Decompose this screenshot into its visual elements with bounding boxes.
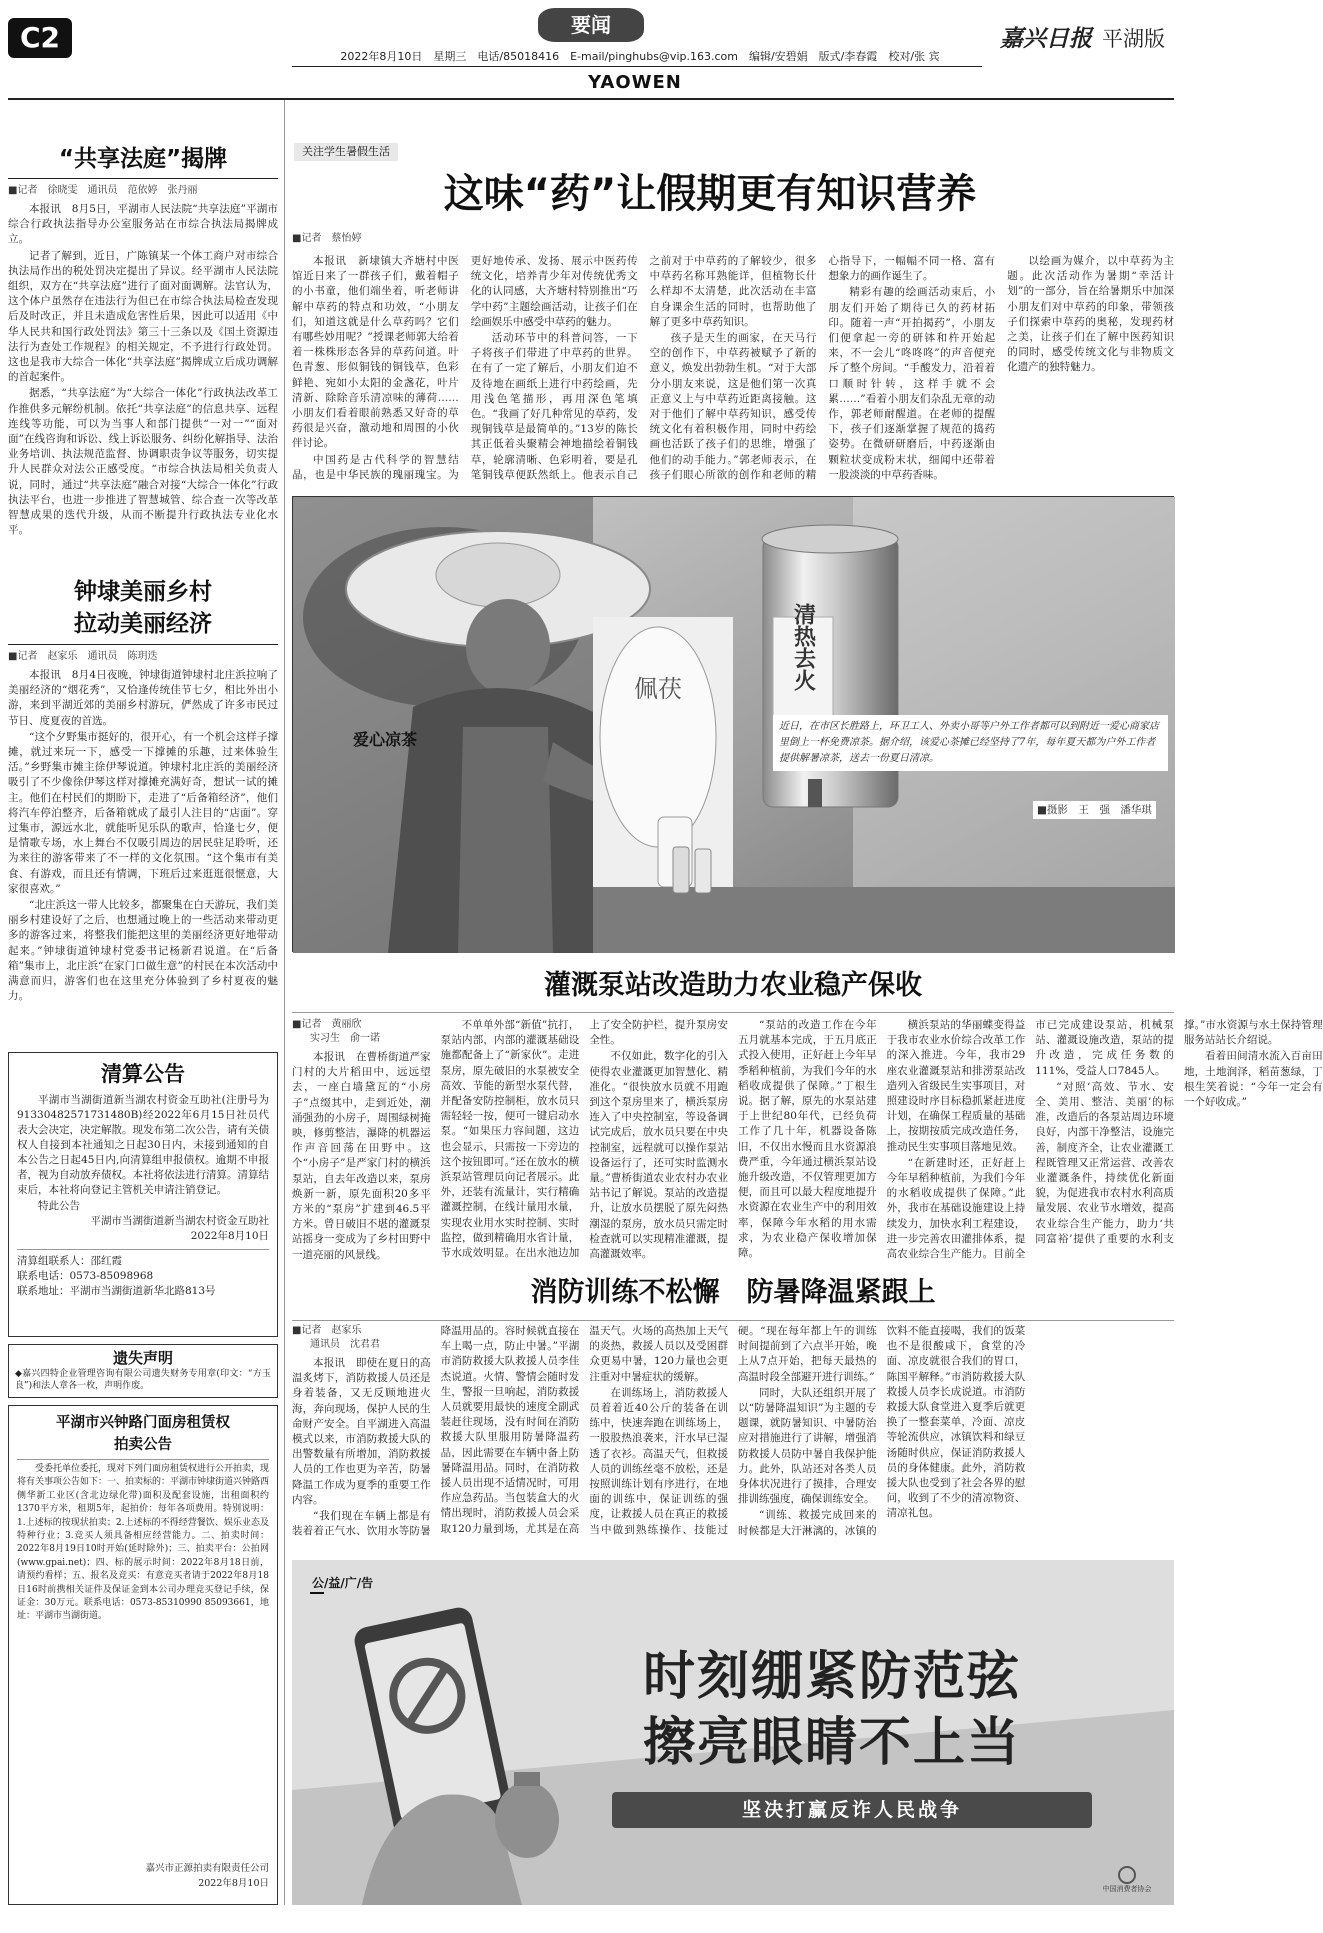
cart-text-left: 佩茯	[634, 675, 682, 703]
kicker: 关注学生暑假生活	[294, 143, 398, 161]
notice-contact: 清算组联系人：邵红霞	[17, 1254, 122, 1267]
page-number: C2	[19, 21, 61, 54]
article-title-shared-court: “共享法庭”揭牌	[58, 146, 228, 172]
notice-liquidation: 清算公告 平湖市当湖街道新当湖农村资金互助社(注册号为91330482571731480B)经2022年6月15日社员代表大会决定，决定解散。现发布第二次公告，请有关债权人自接到本社通知之日起30日内，未接到通知的自本公告之日起45日内,向清算组申报债权。逾期不申报者，视为自动放弃债权。本社将依法进行清算。清算结束后，本社将向登记主管机关申请注销登记。 特此公告 平湖市当湖街道新当湖农村资金互助社 2022年8月10日 清算组联系人：邵红霞 联系电话：0573-85098968 联系地址：平湖市当湖街道新华北路813号	[8, 1052, 278, 1337]
photo-credit: ■摄影 王 强 潘华琪	[1033, 801, 1156, 819]
article-title-zhongdai: 钟埭美丽乡村 拉动美丽经济	[74, 579, 212, 637]
article-byline: ■记者 赵家乐 通讯员 陈玥迭	[8, 651, 158, 662]
paper-logo: 嘉兴日报	[1000, 25, 1092, 52]
page-number-badge	[8, 18, 72, 58]
consumer-association-icon	[1118, 1866, 1136, 1884]
lead-article-body: 本报讯 新埭镇大齐塘村中医馆近日来了一群孩子们，戴着帽子的小书童，他们端坐着，听老师讲解中草药的特点和功效，“小朋友们，知道这就是什么草药吗？它们有哪些妙用呢？”授课老师郭大给着着一株株形态各异的草药问道。叶色青葱、形似铜钱的铜钱草，色彩鲜艳、宛如小太阳的金盏花，叶片清新、除除音乐清凉味的薄荷……小朋友们看着眼前熟悉又好奇的草药很是兴奋，激动地和周围的小伙伴讨论。 中国药是古代科学的智慧结晶，也是中华民族的瑰丽瑰宝。为更好地传承、发扬、展示中医药传统文化，培养青少年对传统优秀文化的认同感，大齐塘村特别推出“巧学中药”主题绘画活动，让孩子们在绘画娱乐中感受中草药的魅力。 活动环节中的科普问答，一下子将孩子们带进了中草药的世界。在有了一定了解后，小朋友们迫不及待地在画纸上进行中药绘画，先用浅色笔描形，再用深色笔填色。“我画了好几种常见的草药，发现铜钱草是最简单的。”13岁的陈长其正低着头聚精会神地描绘着铜钱草，轮廓清晰、色彩明着，要是孔笔铜钱草便跃然纸上。他表示自己之前对于中草药的了解较少，很多中草药名称耳熟能详，但植物长什么样却不太清楚，此次活动在丰富自身课余生活的同时，也帮助他了解了更多中草药知识。 孩子是天生的画家，在天马行空的创作下，中草药被赋予了新的意义，焕发出勃勃生机。“对于大部分小朋友来说，这是他们第一次真正意义上与中草药近距离接触。这对于他们了解中草药知识，感受传统文化有着积极作用，同时中药绘画也活跃了孩子们的思维，增强了他们的动手能力。”郭老师表示，在孩子们眼心所欲的创作和老师的精心指导下，一幅幅不同一格、富有想象力的画作诞生了。 精彩有趣的绘画活动束后，小朋友们开始了期待已久的药材拓印。随着一声“开拍揭药”，小朋友们便拿起一旁的研钵和杵开始起来，不一会儿“咚咚咚”的声音便充斥了整个房间。“手酸发力，沿着着口顺时针转，这样手就不会累……”看着小朋友们杂乱无章的动作，郭老师耐醒道。在老师的提醒下，孩子们逐渐掌握了规范的捣药姿势。在微研研磨后，中药逐渐由颗粒状变成粉末状，细闻中还带着一股淡淡的中草药香味。 以绘画为媒介，以中草药为主题。此次活动作为暑期“幸活计划”的一部分，旨在给暑期乐中加深小朋友们对中草药的印象，带领孩子们探索中草药的奥秘，发现药材之美，让孩子们在了解中医药知识的同时，感受传统文化与非物质文化遗产的独特魅力。	[292, 255, 1174, 481]
notice-body: 平湖市当湖街道新当湖农村资金互助社(注册号为91330482571731480B)经2022年6月15日社员代表大会决定，决定解散。现发布第二次公告，请有关债权人自接到本社通知之日起30日内，未接到通知的自本公告之日起45日内,向清算组申报债权。逾期不申报者，视为自动放弃债权。本社将依法进行清算。清算结束后，本社将向登记主管机关申请注销登记。	[17, 1094, 269, 1196]
article-title-irrigation: 灌溉泵站改造助力农业稳产保收	[544, 970, 922, 1001]
notice-body: 受委托单位委托，现对下列门面房租赁权进行公开拍卖，现将有关事项公告如下：一、拍卖标的：平湖市钟埭街道兴钟路西侧华新工业区(含北边绿化带)面积及配套设施，出租面积约1370平方米，租期5年，起拍价：每年各项费用。特别说明：1.上述标的按现状拍卖；2.上述标的不得经营餐饮、娱乐业态及特种行业；3.竞买人须具备相应经营能力。二、拍卖时间：2022年8月19日10时开始(延时除外)；三、拍卖平台：公拍网(www.gpai.net)；四、标的展示时间：2022年8月18日前，请预约看样；五、报名及竞买：有意竞买者请于2022年8月18日16时前携相关证件及保证金到本公司办理竞买登记手续，保证金：30万元。联系电话：0573-85310990 85093661，地址：平湖市当湖街道。	[17, 1464, 270, 1622]
notice-lost	[8, 1344, 278, 1398]
section-pinyin: YAOWEN	[588, 72, 682, 93]
paper-name	[1000, 20, 1165, 53]
photo-caption: 近日，在市区长胜路上，环卫工人、外卖小哥等户外工作者都可以到附近一爱心商家店里倒上一杯免费凉茶。据介绍，该爱心茶摊已经坚持了7年，每年夏天都为户外工作者提供解暑凉茶，送去一份夏日清凉。	[773, 715, 1168, 771]
article-body-irrigation: 本报讯 在曹桥街道严家门村的大片稻田中，远远望去，一座白墙黛瓦的“小房子”点缀其中，走到近处，潮涌强劲的小房子，周围绿树掩映，修剪整洁，瀑降的机器运作声音回荡在田野中。这个“小房子”是严家门村的横浜泵站，自去年改造以来，泵房焕新一新，原先面积20多平方米的“泵房”扩建到46.5平方米。曾日破旧不堪的灌溉泵站摇身一变成为了乡村田野中一道亮丽的风景线。 不单单外部“新值”抗打，泵站内部，内部的灌溉基础设施都配备上了“新家伙”。走进泵房，原先破旧的水泵被安全高效、节能的新型水泵代替，并配备安防控制柜，放水员只需轻轻一按，便可一键启动水泵。“如果压力容间题，这边也会显示，只需按一下旁边的这个按钮即可。”还在放水的横浜泵站管理员向记者展示。此外，还装有流量计，实行精确灌溉控制，在线计量用水量，实现农业用水实时控制、实时监控，做到精确用水省计量，节水成效明显。在出水池边加上了安全防护栏，提升泵房安全性。 不仅如此，数字化的引入使得农业灌溉更加智慧化、精准化。“很快放水员就不用跑到这个泵房里来了，横浜泵房连入了中央控制室，等设备调试完成后，放水员只要在中央控制室，远程就可以操作泵站设备运行了，还可实时监测水量。”曹桥街道农业农村办农业站书记了解说。泵站的改造提升，让放水员摆脱了原先闷热潮湿的泵房，放水员只需定时检查就可以实现精准灌溉，提高灌溉效率。 “泵站的改造工作在今年五月就基本完成，于五月底正式投入使用，正好赶上今年早季稻种植前，为我们今年的水稻收成提供了保障。”丁根生说。据了解，原先的水泵站建于上世纪80年代，已经负荷工作了几十年，机器设备陈旧，不仅出水慢而且水资源浪费严重，今年通过横浜泵站设施升级改造，不仅管理更加方便，而且可以最大程度地提升水资源在农业生产中的利用效率，保障今年水稻的用水需求，为农业稳产保收增加保障。 横浜泵站的华丽蝶变得益于我市农业水价综合改革工作的深入推进。今年，我市29座农业灌溉泵站和排涝泵站改造列入省级民生实事项目，对照建设时序目标稳抓紧赶进度计划，在确保工程质量的基础上，按期按质完成改造任务，推动民生实事项目落地见效。 “在新建时还，正好赶上今年早稻种植前，为我们今年的水稻收成提供了保障。”此外，我市在基础设施建设上持续发力，加快水利工程建设，进一步完善农田灌排体系，提高农业综合生产能力。目前全市已完成建设泵站，机械泵站、灌溉设施改造，泵站的提升改造，完成任务数的111%，受益人口7845人。 “对照‘高效、节水、安全、美用、整洁、美丽’的标准，改造后的各泵站周边环境良好，内部干净整洁，设施完善，制度齐全，让农业灌溉工程既管理又正常运营、改善农业灌溉条件，持续优化新面貌，为促进我市农村水利高质量发展、农业节水增效，提高农业综合生产能力，助力‘共同富裕’提供了重要的水利支撑。”市水资源与水土保持管理服务站站长介绍说。 看着田间清水流入百亩田地，土地润泽，稻苗葱绿，丁根生笑着说：“今年一定会有一个好收成。”	[292, 1019, 1323, 1261]
article-byline: ■记者 赵家乐 通讯员 沈君君	[292, 1325, 380, 1350]
notice-sign: 特此公告	[38, 1200, 80, 1212]
ad-slogan-banner: 坚决打赢反诈人民战争	[612, 1792, 1092, 1828]
edition-label: 平湖版	[1102, 27, 1166, 51]
article-title-fire-drill: 消防训练不松懈 防暑降温紧跟上	[530, 1277, 936, 1308]
ad-logo: 中国消费者协会	[1092, 1866, 1162, 1894]
lead-headline: 这味“药”让假期更有知识营养	[443, 171, 977, 217]
notice-title: 清算公告	[101, 1062, 185, 1086]
article-byline: ■记者 徐晓雯 通讯员 范依婷 张丹丽	[8, 185, 198, 196]
public-service-ad	[292, 1560, 1174, 1905]
ad-headline-line2: 擦亮眼睛不上当	[642, 1713, 1021, 1773]
cart-text-main: 清热去火	[790, 603, 816, 691]
article-byline: ■记者 蔡怡婷	[292, 233, 362, 244]
section-logo: 要闻	[538, 8, 644, 42]
article-byline: ■记者 黄丽欣 实习生 俞一诺	[292, 1019, 380, 1044]
article-body-shared-court: 本报讯 8月5日，平湖市人民法院“共享法庭”平湖市综合行政执法指导办公室服务站在市综合执法局揭牌成立。 记者了解到，近日，广陈镇某一个体工商户对市综合执法局作出的税处罚决定提出了异议。经平湖市人民法院组织，双方在“共享法庭”进行了面对面调解。法官认为，这个体户虽然存在违法行为但已在市综合执法局检查发现后及时改正，并且未造成危害性后果，因此可以适用《中华人民共和国行政处罚法》第三十三条以及《国土资源违法行为查处工作规程》的相关规定，不予进行行政处罚。这也是我市大综合一体化“共享法庭”揭牌成立后成功调解的首起案件。 据悉，“共享法庭”为“大综合一体化”行政执法改革工作推供多元解纷机制。依托“共享法庭”的信息共享、远程连线等功能，可以为当事人和部门提供“一对一”“面对面”在线咨询和诉讼、线上诉讼服务、纠纷化解指导、法治业务培训、执法规范监督、协调职责争议等服务，切实提升人民群众对法公正感受度。“市综合执法局相关负责人说，同时，通过“共享法庭”融合对接“大综合一体化”行政执法平台，也进一步推进了智慧城管、综合查一次等改革智慧成果的迭代升级，从而不断提升行政执法专业化水平。	[8, 203, 278, 537]
article-body-zhongdai: 本报讯 8月4日夜晚，钟埭街道钟埭村北庄浜拉响了美丽经济的“烟花秀”，又恰逢传统佳节七夕，相比外出小游，来到平湖近郊的美丽乡村游玩，俨然成了许多市民过节日、度夏夜的首选。 “这个夕野集市挺好的，很开心，有一个机会这样子撑摊，就过来玩一下，感受一下撑摊的乐趣，过来体验生活。”乡野集市摊主徐伊琴说道。钟埭村北庄浜的美丽经济吸引了不少像徐伊琴这样对撑摊充满好奇，想试一试的摊主。他们在村民们的期盼下，走进了“后备箱经济”，他们将汽车停泊整齐，后备箱就成了最引人注目的“店面”。穿过集市，源远水北，就能听见乐队的歌声，恰逢七夕，便是情歌专场，水上舞台不仅吸引周边的居民驻足聆听，还为来往的游客带来了不一样的文化氛围。“这个集市有美食、有游戏，而且还有情调，下班后过来逛逛很惬意，大家很喜欢。” “北庄浜这一带人比较多，都聚集在白天游玩，我们美丽乡村建设好了之后，也想通过晚上的一些活动来带动更多的游客过来，将整我们能把这里的美丽经济更好地带动起来。”钟埭街道钟埭村党委书记杨新君说道。在“后备箱”集市上，北庄浜“在家门口做生意”的村民在本次活动中满意而归，游客们也在这里充分体验到了乡村夏夜的魅力。	[8, 669, 278, 1003]
notice-title: 平湖市兴钟路门面房租赁权 拍卖公告	[56, 1415, 230, 1453]
notice-title: 遗失声明	[112, 1349, 173, 1367]
notice-auction: 平湖市兴钟路门面房租赁权 拍卖公告 受委托单位委托，现对下列门面房租赁权进行公开拍卖，现将有关事项公告如下：一、拍卖标的：平湖市钟埭街道兴钟路西侧华新工业区(含北边绿化带)面积及配套设施，出租面积约1370平方米，租期5年，起拍价：每年各项费用。特别说明：1.上述标的按现状拍卖；2.上述标的不得经营餐饮、娱乐业态及特种行业；3.竞买人须具备相应经营能力。二、拍卖时间：2022年8月19日10时开始(延时除外)；三、拍卖平台：公拍网(www.gpai.net)；四、标的展示时间：2022年8月18日前，请预约看样；五、报名及竞买：有意竞买者请于2022年8月18日16时前携相关证件及保证金到本公司办理竞买登记手续，保证金：30万元。联系电话：0573-85310990 85093661，地址：平湖市当湖街道。 嘉兴市正源拍卖有限责任公司 2022年8月10日	[8, 1405, 278, 1905]
article-body-fire-drill: 本报讯 即使在夏日的高温炙烤下，消防救援人员还是身着装备，又无反顾地进火海，奔向现场，保护人民的生命财产安全。自平湖进入高温模式以来，市消防救援大队的出警数量有所增加，消防救援人员的工作也更为辛苦，防暑降温工作成为夏季的重要工作内容。 “我们现在车辆上都是有装着着正气水、饮用水等防暑降温用品的。容时候就直接在车上喝一点，防止中暑。”平湖市消防救援大队救援人员李佳杰说道。火情、警情会随时发生，警报一旦响起，消防救援人员就要用最快的速度全副武装赶往现场，没有时间在消防救援大队里服用防暑降温药品，因此需要在车辆中备上防暑降温用品。同时，在消防救援人员出现不适情况时，可用作应急药品。当包装盒大的火情出现时，消防救援人员会采取120力量到场，尤其是在高温天气。火场的高热加上天气的炎热，救援人员以及受困群众更易中暑，120力量也会更注重对中暑症状的缓解。 在训练场上，消防救援人员着着近40公斤的装备在训练中，快速奔跑在训练场上，一股股热浪袭来，汗水早已湿透了衣衫。高温天气，但救援人员的训练丝毫不放松，还是按照训练计划有序进行，在地面的训练中，保证训练的强度，让救援人员在真正的救援当中做到熟练操作、技能过硬。“现在每年都上午的训练时间提前到了六点半开始，晚上从7点开始，把每天最热的高温时段全部避开进行训练。” 同时，大队还组织开展了以“防暑降温知识”为主题的专题课，就防暑知识、中暑防治应对措施进行了讲解，增强消防救援人员防中暑自我保护能力。此外，队站还对各类人员身体状况进行了摸排，合理安排训练强度，确保训练安全。 “训练、救援完成回来的时候都是大汗淋漓的，冰镇的饮料不能直接喝，我们的饭菜也不是很酸咸下，食堂的冷面、凉皮就很合我们的胃口，陈国平解释。”市消防救援大队救援人员李长成说道。市消防救援大队食堂进入夏季后就更换了一整套菜单，冷面、凉皮等轮流供应，冰镇饮料和绿豆汤随时供应，保证消防救援人员的身体健康。此外，消防救援大队也受到了社会各界的慰问，收到了不少的清凉物资、清凉礼包。	[292, 1325, 1026, 1538]
notice-body: ◆嘉兴四特企业管理咨询有限公司遗失财务专用章(印文：“方玉良”)和法人章各一枚，声明作废。	[15, 1369, 271, 1391]
ad-headline-line1: 时刻绷紧防范弦	[642, 1647, 1021, 1707]
news-photo	[292, 496, 1174, 952]
date-line: 2022年8月10日 星期三 电话/85018416 E-mail/pinghubs@vip.163.com 编辑/安碧娟 版式/李春霞 校对/张 宾	[340, 50, 940, 63]
photo-label: 爱心凉茶	[353, 730, 418, 749]
ad-tag: 公/益/广/告	[312, 1576, 374, 1590]
